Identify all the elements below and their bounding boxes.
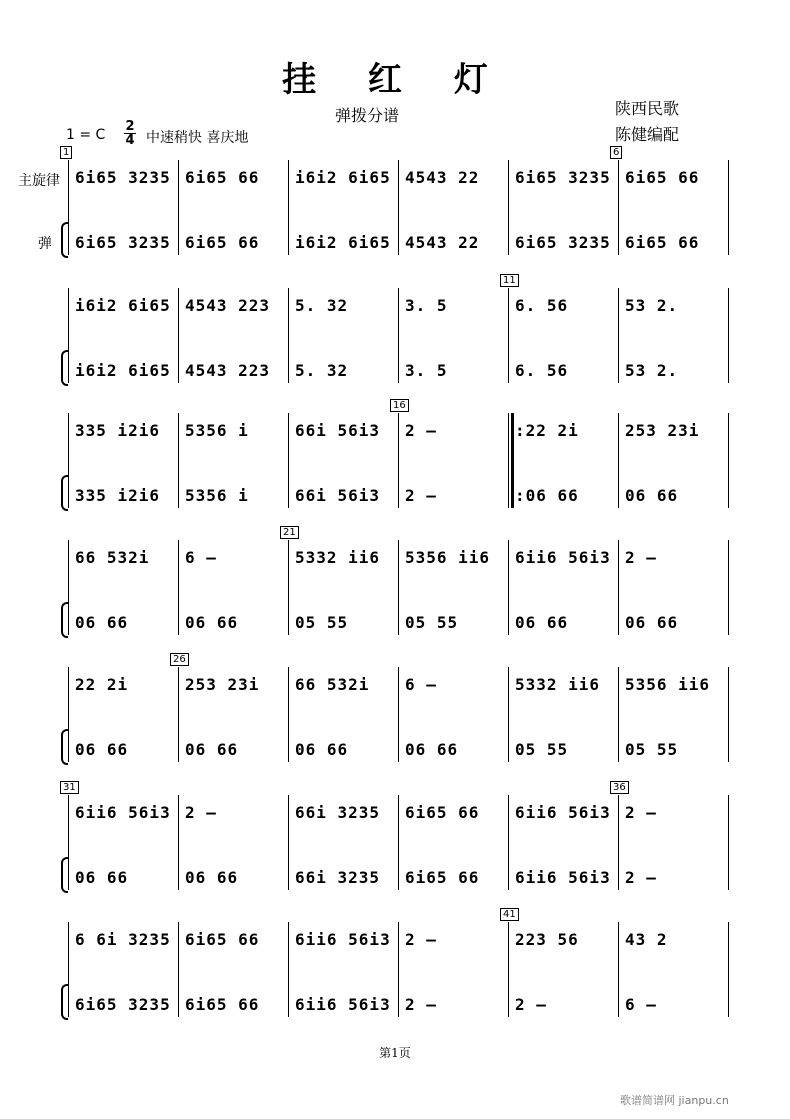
pluck-measure: 6i65 3235	[75, 995, 171, 1014]
rehearsal-mark: 26	[170, 653, 189, 666]
system-start-line	[68, 160, 69, 255]
barline	[288, 922, 289, 1017]
melody-measure: 22 2i	[75, 675, 129, 694]
melody-measure: 43 2	[625, 930, 668, 949]
melody-measure: 253 23i	[185, 675, 260, 694]
barline	[508, 922, 509, 1017]
pluck-measure: 3. 5	[405, 361, 448, 380]
pluck-measure: 2 –	[515, 995, 547, 1014]
pluck-measure: 6i65 66	[185, 995, 260, 1014]
system-start-line	[68, 288, 69, 383]
arranger-credit: 陈健编配	[615, 125, 680, 144]
barline	[178, 922, 179, 1017]
barline	[178, 288, 179, 383]
melody-measure: 6 –	[405, 675, 437, 694]
barline	[618, 540, 619, 635]
rehearsal-mark: 1	[60, 146, 72, 159]
barline	[398, 922, 399, 1017]
pluck-measure: 66i 3235	[295, 868, 381, 887]
barline	[288, 413, 289, 508]
pluck-measure: 4543 22	[405, 233, 480, 252]
time-numerator: 2	[125, 119, 135, 134]
song-origin: 陕西民歌	[615, 99, 680, 118]
pluck-measure: i6i2 6i65	[295, 233, 391, 252]
staff-brace	[61, 857, 68, 893]
melody-measure: 6. 56	[515, 296, 569, 315]
pluck-measure: 6i65 3235	[515, 233, 611, 252]
melody-measure: 66 532i	[295, 675, 370, 694]
melody-measure: i6i2 6i65	[295, 168, 391, 187]
barline	[618, 413, 619, 508]
part-label-pluck: 弹	[38, 236, 52, 252]
pluck-measure: 6. 56	[515, 361, 569, 380]
time-signature	[124, 120, 136, 147]
pluck-measure: i6i2 6i65	[75, 361, 171, 380]
barline	[508, 413, 509, 508]
rehearsal-mark: 11	[500, 274, 519, 287]
barline	[728, 288, 729, 383]
melody-measure: 4543 22	[405, 168, 480, 187]
melody-measure: 6ii6 56i3	[515, 803, 611, 822]
watermark: 歌谱简谱网 jianpu.cn	[620, 1094, 729, 1107]
rehearsal-mark: 6	[610, 146, 622, 159]
staff-brace	[61, 729, 68, 765]
barline	[508, 795, 509, 890]
tempo-marking: 中速稍快 喜庆地	[146, 130, 249, 146]
barline	[178, 795, 179, 890]
pluck-measure: 2 –	[405, 486, 437, 505]
melody-measure: 335 i2i6	[75, 421, 161, 440]
repeat-barline	[511, 413, 514, 508]
melody-measure: 5332 ii6	[515, 675, 601, 694]
barline	[398, 540, 399, 635]
rehearsal-mark: 21	[280, 526, 299, 539]
barline	[178, 540, 179, 635]
melody-measure: 6i65 66	[185, 168, 260, 187]
pluck-measure: 06 66	[75, 740, 129, 759]
system-start-line	[68, 540, 69, 635]
pluck-measure: 6i65 66	[405, 868, 480, 887]
pluck-measure: 06 66	[515, 613, 569, 632]
key-signature: 1 = C	[66, 127, 106, 143]
staff-brace	[61, 350, 68, 386]
staff-brace	[61, 222, 68, 258]
melody-measure: 5356 ii6	[625, 675, 711, 694]
pluck-measure: 06 66	[625, 486, 679, 505]
barline	[288, 540, 289, 635]
melody-measure: 6i65 3235	[515, 168, 611, 187]
staff-brace	[61, 475, 68, 511]
melody-measure: 6i65 3235	[75, 168, 171, 187]
pluck-measure: 6i65 66	[185, 233, 260, 252]
melody-measure: 53 2.	[625, 296, 679, 315]
barline	[618, 160, 619, 255]
barline	[728, 413, 729, 508]
pluck-measure: 2 –	[405, 995, 437, 1014]
rehearsal-mark: 16	[390, 399, 409, 412]
barline	[618, 795, 619, 890]
score-subtitle: 弹拨分谱	[335, 106, 400, 125]
barline	[288, 160, 289, 255]
barline	[398, 795, 399, 890]
system-start-line	[68, 922, 69, 1017]
pluck-measure: 05 55	[625, 740, 679, 759]
barline	[288, 667, 289, 762]
rehearsal-mark: 31	[60, 781, 79, 794]
barline	[398, 160, 399, 255]
page-number: 第1页	[379, 1046, 411, 1060]
melody-measure: i6i2 6i65	[75, 296, 171, 315]
pluck-measure: 335 i2i6	[75, 486, 161, 505]
pluck-measure: 2 –	[625, 868, 657, 887]
pluck-measure: 5356 i	[185, 486, 249, 505]
barline	[728, 922, 729, 1017]
melody-measure: 2 –	[625, 803, 657, 822]
pluck-measure: 05 55	[295, 613, 349, 632]
part-label-melody: 主旋律	[18, 173, 60, 189]
melody-measure: 6 –	[185, 548, 217, 567]
melody-measure: 5332 ii6	[295, 548, 381, 567]
pluck-measure: 06 66	[185, 868, 239, 887]
staff-brace	[61, 602, 68, 638]
barline	[398, 667, 399, 762]
barline	[288, 795, 289, 890]
system-start-line	[68, 413, 69, 508]
barline	[728, 667, 729, 762]
melody-measure: 6 6i 3235	[75, 930, 171, 949]
system-start-line	[68, 667, 69, 762]
barline	[508, 667, 509, 762]
melody-measure: 66 532i	[75, 548, 150, 567]
pluck-measure: 05 55	[405, 613, 459, 632]
melody-measure: 6ii6 56i3	[295, 930, 391, 949]
staff-brace	[61, 984, 68, 1020]
system-start-line	[68, 795, 69, 890]
melody-measure: 2 –	[405, 421, 437, 440]
melody-measure: 5356 i	[185, 421, 249, 440]
pluck-measure: 5. 32	[295, 361, 349, 380]
melody-measure: 6i65 66	[625, 168, 700, 187]
pluck-measure: 06 66	[185, 613, 239, 632]
pluck-measure: 6ii6 56i3	[515, 868, 611, 887]
pluck-measure: 06 66	[295, 740, 349, 759]
score-title: 挂 红 灯	[282, 60, 508, 100]
pluck-measure: 53 2.	[625, 361, 679, 380]
barline	[618, 922, 619, 1017]
barline	[398, 288, 399, 383]
barline	[288, 288, 289, 383]
pluck-measure: 6i65 66	[625, 233, 700, 252]
melody-measure: 66i 3235	[295, 803, 381, 822]
pluck-measure: 6ii6 56i3	[295, 995, 391, 1014]
rehearsal-mark: 41	[500, 908, 519, 921]
pluck-measure: 06 66	[75, 868, 129, 887]
barline	[618, 667, 619, 762]
barline	[728, 160, 729, 255]
melody-measure: 6ii6 56i3	[75, 803, 171, 822]
barline	[618, 288, 619, 383]
melody-measure: 2 –	[625, 548, 657, 567]
pluck-measure: 06 66	[625, 613, 679, 632]
melody-measure: 6ii6 56i3	[515, 548, 611, 567]
time-denominator: 4	[125, 133, 135, 148]
melody-measure: 3. 5	[405, 296, 448, 315]
melody-measure: 223 56	[515, 930, 579, 949]
pluck-measure: 06 66	[75, 613, 129, 632]
barline	[178, 667, 179, 762]
pluck-measure: 06 66	[185, 740, 239, 759]
pluck-measure: 6 –	[625, 995, 657, 1014]
pluck-measure: :06 66	[515, 486, 579, 505]
pluck-measure: 66i 56i3	[295, 486, 381, 505]
melody-measure: 6i65 66	[185, 930, 260, 949]
barline	[508, 160, 509, 255]
melody-measure: 6i65 66	[405, 803, 480, 822]
pluck-measure: 06 66	[405, 740, 459, 759]
melody-measure: :22 2i	[515, 421, 579, 440]
melody-measure: 5356 ii6	[405, 548, 491, 567]
barline	[508, 540, 509, 635]
barline	[728, 540, 729, 635]
pluck-measure: 6i65 3235	[75, 233, 171, 252]
melody-measure: 66i 56i3	[295, 421, 381, 440]
barline	[178, 413, 179, 508]
melody-measure: 5. 32	[295, 296, 349, 315]
pluck-measure: 05 55	[515, 740, 569, 759]
rehearsal-mark: 36	[610, 781, 629, 794]
melody-measure: 2 –	[185, 803, 217, 822]
melody-measure: 4543 223	[185, 296, 271, 315]
barline	[398, 413, 399, 508]
pluck-measure: 4543 223	[185, 361, 271, 380]
barline	[728, 795, 729, 890]
melody-measure: 2 –	[405, 930, 437, 949]
barline	[508, 288, 509, 383]
barline	[178, 160, 179, 255]
melody-measure: 253 23i	[625, 421, 700, 440]
